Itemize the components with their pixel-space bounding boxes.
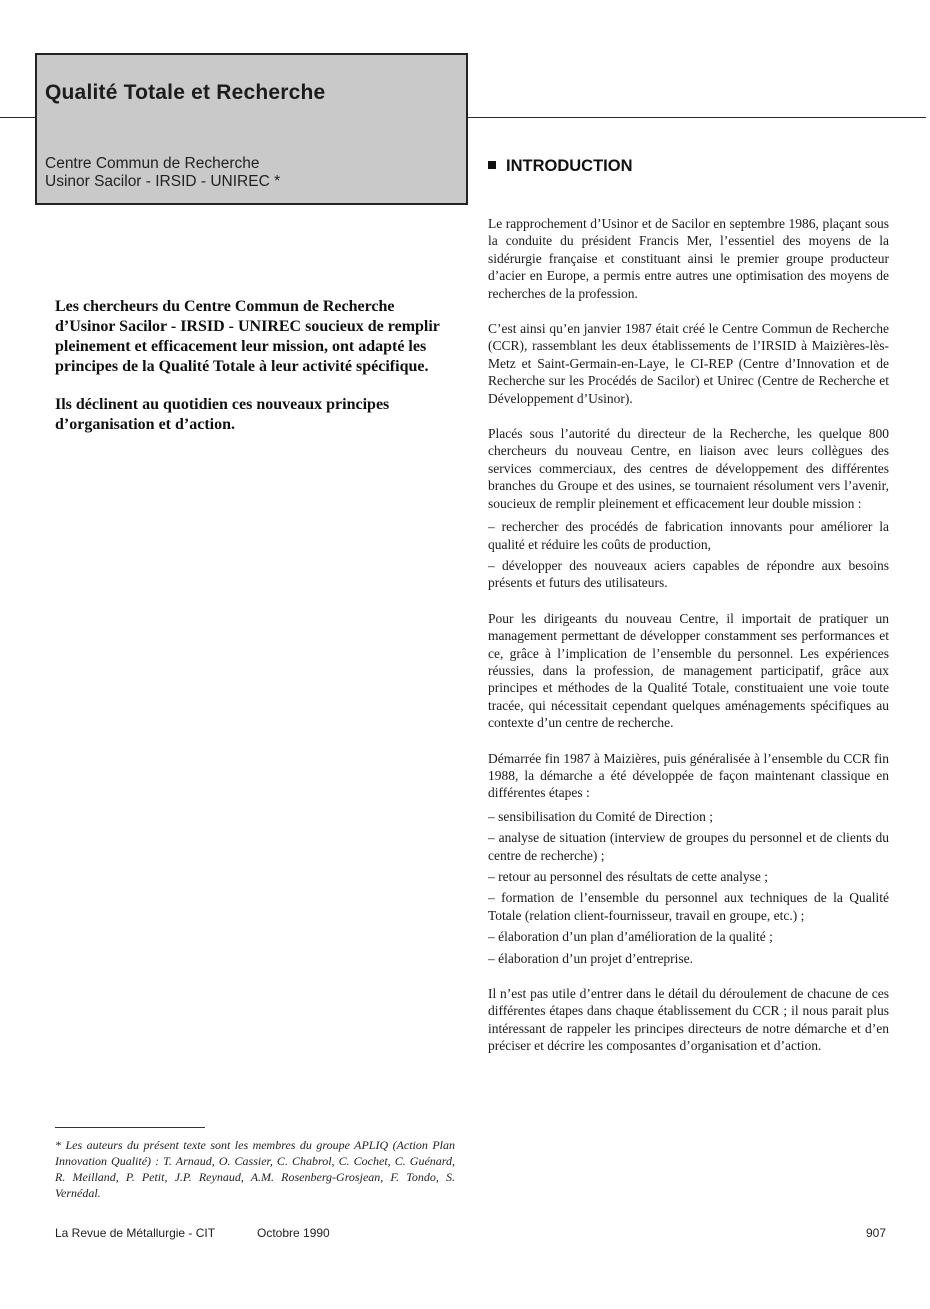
list-item: – rechercher des procédés de fabrication innovants pour améliorer la qualité et réduire les coûts de production, xyxy=(488,519,889,552)
affiliation-line: Centre Commun de Recherche xyxy=(45,155,260,172)
list-item: – retour au personnel des résultats de cette analyse ; xyxy=(488,869,769,884)
body-paragraph: Placés sous l’autorité du directeur de la Recherche, les quelque 800 chercheurs du nouveau Centre, en liaison avec leurs collègues des services commerciaux, des centres de développement des différentes branches du Groupe et des usines, se tournaient résolument vers l’avenir, soucieux de remplir pleinement et efficacement leur double mission : xyxy=(488,426,889,511)
body-column xyxy=(488,215,889,1073)
footer-date: Octobre 1990 xyxy=(257,1226,330,1240)
title-box xyxy=(35,53,468,205)
list-item: – élaboration d’un plan d’amélioration de la qualité ; xyxy=(488,929,773,945)
abstract-paragraph: Ils déclinent au quotidien ces nouveaux principes d’organisation et d’action. xyxy=(55,396,390,433)
body-paragraph: Démarrée fin 1987 à Maizières, puis généralisée à l’ensemble du CCR fin 1988, la démarche a été développée de façon maintenant classique en différentes étapes : xyxy=(488,750,889,801)
list-item: – formation de l’ensemble du personnel aux techniques de la Qualité Totale (relation client-fournisseur, travail en groupe, etc.) ; xyxy=(488,890,889,923)
section-heading xyxy=(488,157,633,176)
affiliation-line: Usinor Sacilor - IRSID - UNIREC * xyxy=(45,173,281,190)
body-paragraph: Il n’est pas utile d’entrer dans le détail du déroulement de chacune de ces différentes étapes dans chaque établissement du CCR ; il nous parait plus intéressant de rappeler les principes directeurs de notre démarche et d’en préciser et décrire les composantes d’organisation et d’action. xyxy=(488,986,889,1054)
list-item: – élaboration d’un projet d’entreprise. xyxy=(488,950,694,966)
list-item: – développer des nouveaux aciers capables de répondre aux besoins présents et futurs des utilisateurs. xyxy=(488,557,889,591)
abstract xyxy=(55,297,455,453)
footnote: * Les auteurs du présent texte sont les membres du groupe APLIQ (Action Plan Innovation Qualité) : T. Arnaud, O. Cassier, C. Chabrol, C. Cochet, C. Guénard, R. Meilland, P. Petit, J.P. Reynaud, A.M. Rosenberg-Grosjean, F. Tondo, S. Vernédal. xyxy=(55,1138,455,1200)
body-paragraph: C’est ainsi qu’en janvier 1987 était créé le Centre Commun de Recherche (CCR), rassemblant les deux établissements de l’IRSID à Maizières-lès-Metz et Saint-Germain-en-Laye, le CI-REP (Centre d’Innovation et de Recherche sur les Procédés de Sacilor) et Unirec (Centre de Recherche et Développement d’Usinor). xyxy=(488,321,889,406)
header-rule-left xyxy=(0,117,36,118)
header-rule-right xyxy=(468,117,926,118)
body-paragraph: Le rapprochement d’Usinor et de Sacilor en septembre 1986, plaçant sous la conduite du président Francis Mer, l’essentiel des moyens de la sidérurgie française et constituant ainsi le premier groupe producteur d’acier en Europe, a permis entre autres une optimisation des moyens de recherches de la profession. xyxy=(488,216,889,301)
page-number: 907 xyxy=(866,1226,887,1240)
footer-journal: La Revue de Métallurgie - CIT xyxy=(55,1226,216,1240)
list-item: – sensibilisation du Comité de Direction ; xyxy=(488,808,713,824)
body-paragraph: Pour les dirigeants du nouveau Centre, il importait de pratiquer un management permettant de développer constamment ses performances et ce, grâce à l’implication de l’ensemble du personnel. Les expériences réussies, dans la profession, de management participatif, grâce aux principes et méthodes de la Qualité Totale, constituaient une voie toute tracée, qui nécessitait cependant quelques aménagements spécifiques au contexte d’un centre de recherche. xyxy=(488,610,889,731)
square-bullet-icon xyxy=(488,161,496,169)
footnote-rule xyxy=(55,1127,205,1128)
article-affiliation xyxy=(45,155,280,191)
section-title: INTRODUCTION xyxy=(506,157,633,175)
abstract-paragraph: Les chercheurs du Centre Commun de Recherche d’Usinor Sacilor - IRSID - UNIREC soucieux de remplir pleinement et efficacement leur mission, ont adapté les principes de la Qualité Totale à leur activité spécifique. xyxy=(55,298,440,375)
list-item: – analyse de situation (interview de groupes du personnel et de clients du centre de recherche) ; xyxy=(488,830,889,863)
article-title: Qualité Totale et Recherche xyxy=(45,81,326,104)
